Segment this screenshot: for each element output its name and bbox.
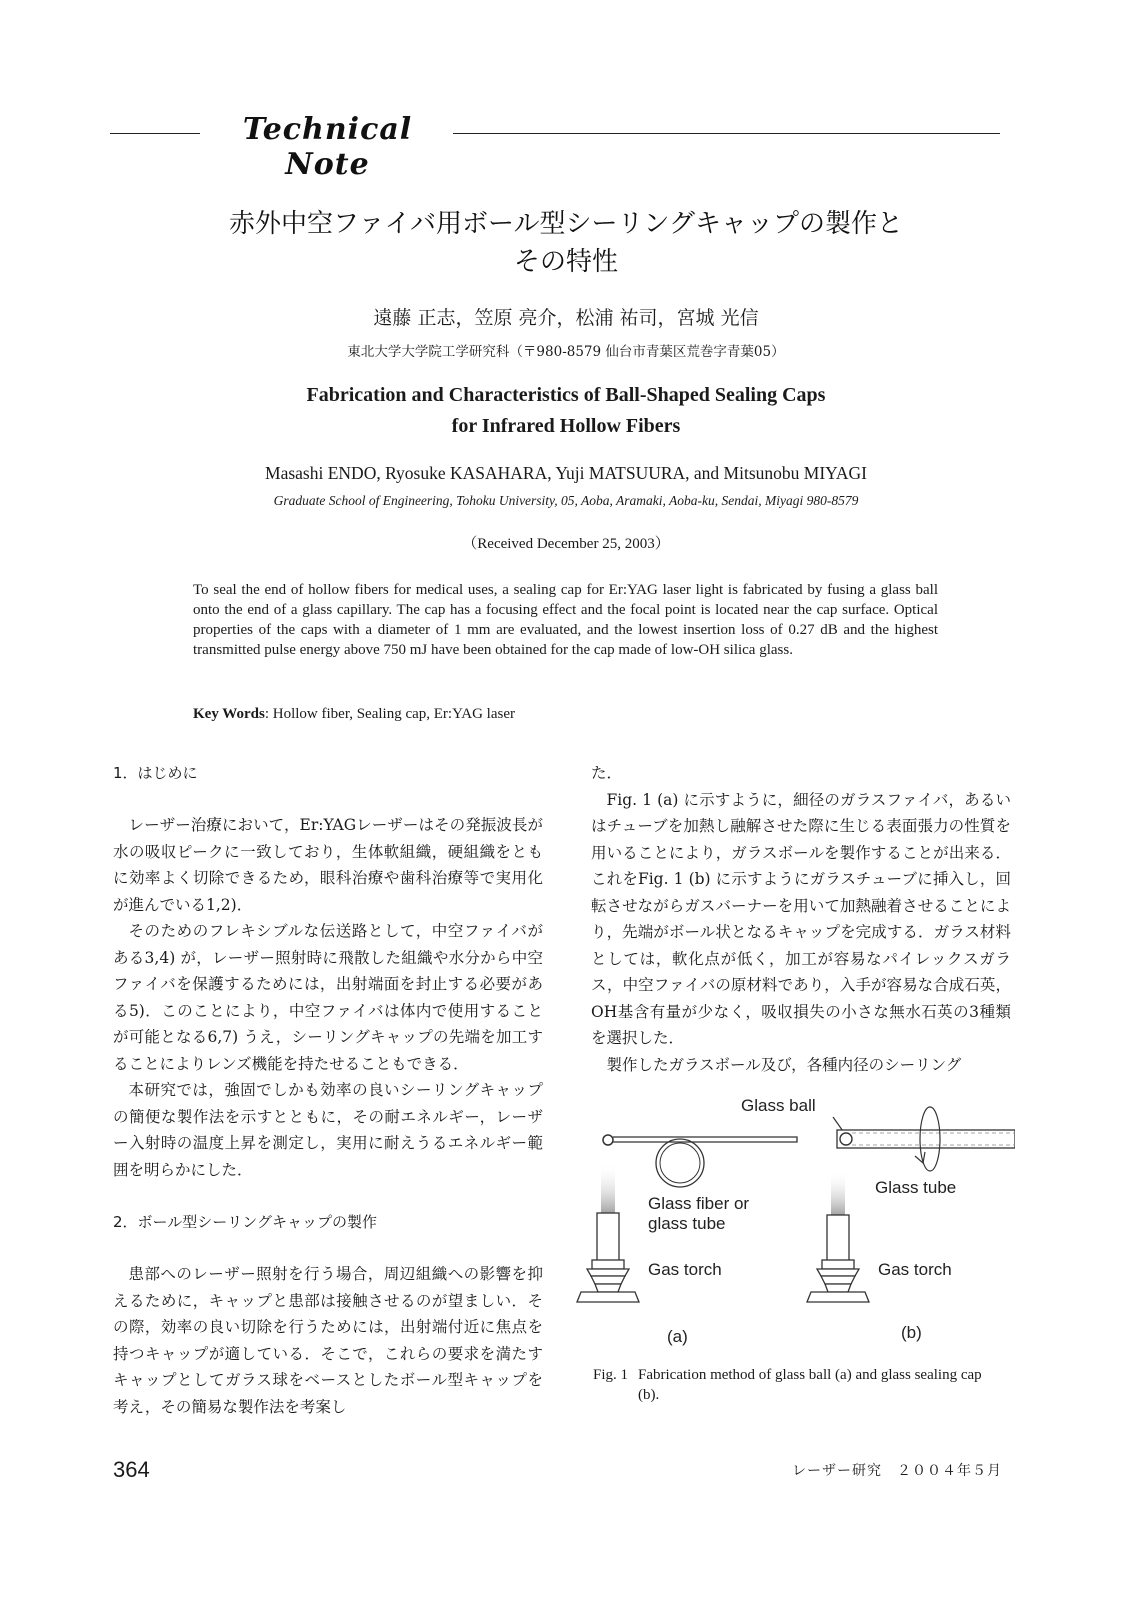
english-affiliation: Graduate School of Engineering, Tohoku University, 05, Aoba, Aramaki, Aoba-ku, Sendai, Miyagi 980-8579	[273, 493, 859, 508]
fiber-coil	[656, 1139, 704, 1187]
flame-a	[601, 1163, 615, 1213]
section-1-paragraph-2: そのためのフレキシブルな伝送路として，中空ファイバがある3,4) が，レーザー照射時に飛散した組織や水分から中空ファイバを保護するためには，出射端面を封止する必要がある5)．このことにより，中空ファイバは体内で使用することが可能となる6,7) うえ，シーリングキャップの先端を加工することによりレンズ機能を持たせることもできる．	[113, 922, 543, 1073]
label-glass-fiber-line2: glass tube	[648, 1214, 726, 1233]
figure-1-caption	[593, 1365, 1013, 1405]
glass-fiber	[613, 1137, 797, 1142]
caption-text: Fabrication method of glass ball (a) and glass sealing cap (b).	[638, 1367, 982, 1403]
section-1-paragraph-3: 本研究では，強固でしかも効率の良いシーリングキャップの簡便な製作法を示すとともに，その耐エネルギー，レーザー入射時の温度上昇を測定し，実用に耐えうるエネルギー範囲を明らかにした．	[113, 1081, 543, 1179]
right-column	[591, 760, 1011, 1078]
glass-ball-a	[603, 1135, 613, 1145]
japanese-title	[160, 205, 972, 281]
label-gas-torch-a: Gas torch	[648, 1260, 722, 1279]
keywords-value: : Hollow fiber, Sealing cap, Er:YAG laser	[264, 706, 515, 722]
english-title-line1: Fabrication and Characteristics of Ball-Shaped Sealing Caps	[306, 384, 826, 406]
technical-note-banner	[110, 112, 1000, 182]
japanese-title-line2: その特性	[513, 247, 618, 277]
flame-b	[831, 1170, 845, 1215]
journal-footer: レーザー研究 ２００４年５月	[792, 1463, 1002, 1479]
keywords-label: Key Words	[193, 706, 265, 722]
gas-torch-b-icon	[807, 1215, 869, 1302]
label-glass-ball: Glass ball	[741, 1096, 816, 1115]
caption-label: Fig. 1	[593, 1367, 629, 1383]
label-gas-torch-b: Gas torch	[878, 1260, 952, 1279]
abstract: To seal the end of hollow fibers for medical uses, a sealing cap for Er:YAG laser light is fabricated by fusing a glass ball onto the end of a glass capillary. The cap has a focusing effect and the focal point is located near the cap surface. Optical properties of the caps with a diameter of 1 mm are evaluated, and the lowest insertion loss of 0.27 dB and the highest transmitted pulse energy above 750 mJ have been obtained for the cap made of low-OH silica glass.	[193, 582, 938, 658]
section-2-paragraph-1-continued: た．	[591, 764, 623, 782]
received-date: （Received December 25, 2003）	[462, 536, 670, 552]
english-title-line2: for Infrared Hollow Fibers	[451, 415, 681, 437]
keywords	[193, 706, 515, 723]
banner-rule-right	[453, 133, 1000, 134]
gas-torch-a-icon	[577, 1213, 639, 1302]
glass-ball-b	[840, 1133, 852, 1145]
japanese-title-line1: 赤外中空ファイバ用ボール型シーリングキャップの製作と	[229, 209, 903, 239]
section-2-paragraph-1: 患部へのレーザー照射を行う場合，周辺組織への影響を抑えるために，キャップと患部は接触させるのが望ましい．その際，効率の良い切除を行うためには，出射端付近に焦点を持つキャップが適している．そこで，これらの要求を満たすキャップとしてガラス球をベースとしたボール型キャップを考え，その簡易な製作法を考案し	[113, 1265, 543, 1416]
section-2-paragraph-3: 製作したガラスボール及び，各種内径のシーリング	[606, 1055, 962, 1074]
section-1-paragraph-1: レーザー治療において，Er:YAGレーザーはその発振波長が水の吸収ピークに一致しており，生体軟組織，硬組織をともに効率よく切除できるため，眼科治療や歯科治療等で実用化が進んでいる1,2)．	[113, 816, 543, 914]
banner-text: Technical Note	[242, 112, 413, 182]
label-glass-fiber-line1: Glass fiber or	[648, 1194, 750, 1213]
banner-rule-left	[110, 133, 200, 134]
section-2-paragraph-2: Fig. 1 (a) に示すように，細径のガラスファイバ，あるいはチューブを加熱し融解させた際に生じる表面張力の性質を用いることにより，ガラスボールを製作することが出来る．これをFig. 1 (b) に示すようにガラスチューブに挿入し，回転させながらガスバーナーを用いて加熱融着させることにより，先端がボール状となるキャップを完成する．ガラス材料としては，軟化点が低く，加工が容易なパイレックスガラス，中空ファイバの原材料であり，入手が容易な合成石英，OH基含有量が少なく，吸収損失の小さな無水石英の3種類を選択した．	[591, 790, 1011, 1047]
figure-1	[575, 1088, 1015, 1358]
section-2-heading: 2．ボール型シーリングキャップの製作	[113, 1213, 377, 1231]
label-panel-b: (b)	[901, 1323, 922, 1342]
label-panel-a: (a)	[667, 1327, 688, 1346]
english-authors: Masashi ENDO, Ryosuke KASAHARA, Yuji MATSUURA, and Mitsunobu MIYAGI	[265, 463, 867, 483]
left-column	[113, 760, 543, 1420]
page-number: 364	[113, 1457, 150, 1482]
figure-1-drawing	[575, 1088, 1015, 1358]
japanese-affiliation: 東北大学大学院工学研究科（〒980-8579 仙台市青葉区荒巻字青葉05）	[347, 344, 785, 360]
japanese-authors: 遠藤 正志，笠原 亮介，松浦 祐司，宮城 光信	[373, 307, 759, 329]
english-title	[180, 380, 952, 442]
label-glass-tube: Glass tube	[875, 1178, 957, 1197]
section-1-heading: 1．はじめに	[113, 764, 198, 782]
